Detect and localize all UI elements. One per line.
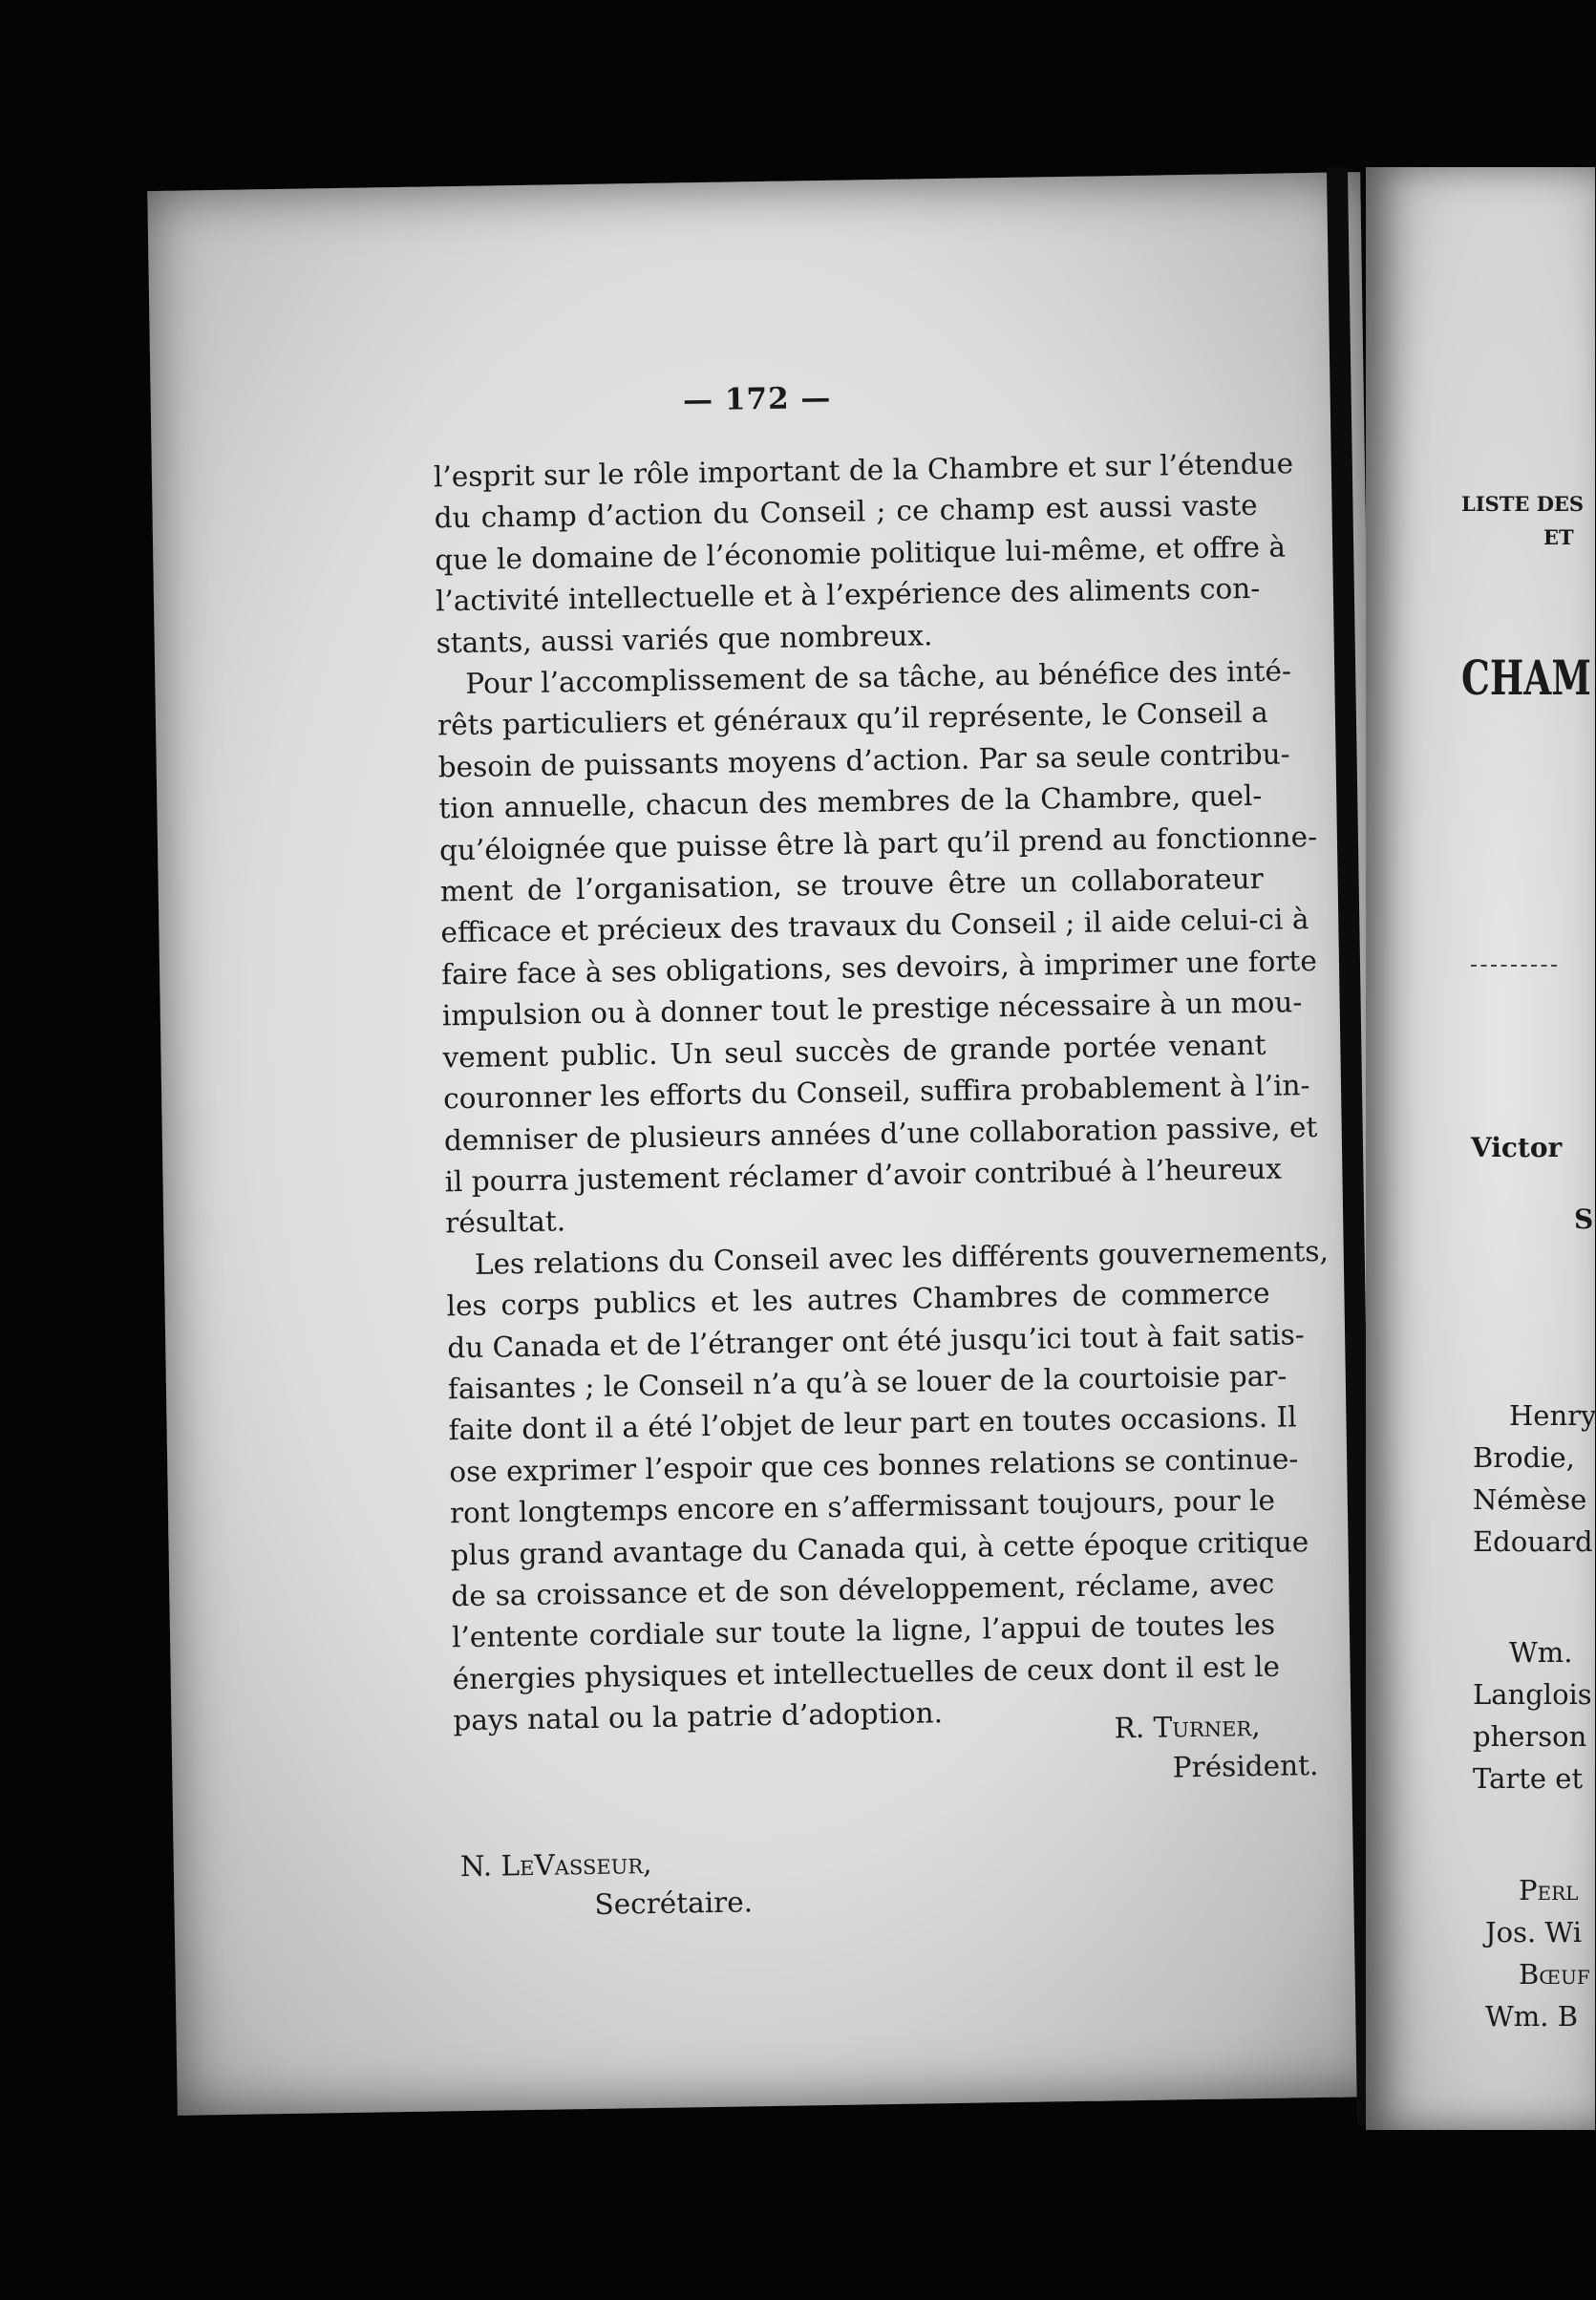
- text-line: l’entente cordiale sur toute la ligne, l’appui de toutes les: [451, 1608, 1276, 1654]
- right-page: [1366, 167, 1595, 2130]
- text-line: efficace et précieux des travaux du Conseil ; il aide celui-ci à: [440, 903, 1309, 949]
- president-signature: [1114, 1705, 1318, 1788]
- right-name: Perl: [1519, 1874, 1579, 1906]
- left-page: [147, 172, 1390, 2116]
- text-line: faite dont il a été l’objet de leur part en toutes occasions. Il: [448, 1400, 1297, 1447]
- text-line: l’activité intellectuelle et à l’expérience des aliments con-: [435, 572, 1261, 618]
- text-line: impulsion ou à donner tout le prestige nécessaire à un mou-: [441, 986, 1303, 1033]
- secretary-title: Secrétaire.: [594, 1885, 754, 1921]
- text-line: du Canada et de l’étranger ont été jusqu’ici tout à fait satis-: [447, 1317, 1305, 1364]
- text-line: stants, aussi variés que nombreux.: [436, 618, 933, 660]
- text-line: rêts particuliers et généraux qu’il représente, le Conseil a: [436, 696, 1268, 742]
- text-line: Les relations du Conseil avec les différents gouvernements,: [474, 1234, 1330, 1281]
- body-text: [433, 444, 1330, 1742]
- right-bold-letter: S: [1574, 1203, 1594, 1235]
- text-line: couronner les efforts du Conseil, suffira probablement à l’in-: [442, 1069, 1310, 1116]
- text-line: qu’éloignée que puisse être là part qu’il prend au fonctionne-: [438, 820, 1318, 867]
- text-line: demniser de plusieurs années d’une collaboration passive, et: [443, 1110, 1318, 1157]
- text-line: pays natal ou la patrie d’adoption.: [453, 1696, 944, 1737]
- right-name: Wm.: [1509, 1636, 1573, 1669]
- text-line: besoin de puissants moyens d’action. Par sa seule contribu-: [437, 737, 1290, 784]
- text-line: plus grand avantage du Canada qui, à cette époque critique: [450, 1524, 1309, 1571]
- right-name: Némèse: [1473, 1483, 1587, 1516]
- secretary-name: N. LeVasseur,: [459, 1847, 652, 1884]
- text-line: il pourra justement réclamer d’avoir contribué à l’heureux: [444, 1152, 1283, 1199]
- page-number: — 172 —: [682, 380, 832, 418]
- right-bold-name: Victor: [1471, 1132, 1563, 1163]
- text-line: l’esprit sur le rôle important de la Chambre et sur l’étendue: [433, 447, 1294, 494]
- secretary-signature: [460, 1842, 754, 1927]
- right-name: Edouard: [1473, 1525, 1593, 1558]
- text-line: vement public. Un seul succès de grande portée venant: [442, 1028, 1266, 1075]
- text-line: faire face à ses obligations, ses devoirs, à imprimer une forte: [440, 944, 1318, 991]
- right-name: Tarte et: [1473, 1762, 1584, 1795]
- text-line: de sa croissance et de son développement, réclame, avec: [451, 1566, 1275, 1613]
- text-line: résultat.: [444, 1204, 566, 1240]
- text-line: ment de l’organisation, se trouve être un collaborateur: [439, 862, 1264, 908]
- text-line: Pour l’accomplissement de sa tâche, au bénéfice des inté-: [465, 654, 1292, 700]
- right-heading-line2: ET: [1543, 525, 1574, 549]
- right-rule: [1471, 965, 1557, 967]
- text-line: tion annuelle, chacun des membres de la Chambre, quel-: [438, 779, 1263, 825]
- president-title: Président.: [1172, 1749, 1319, 1784]
- right-name: Henry: [1509, 1399, 1596, 1432]
- right-name: Bœuf: [1519, 1958, 1590, 1991]
- text-line: du champ d’action du Conseil ; ce champ est aussi vaste: [434, 489, 1258, 535]
- text-line: faisantes ; le Conseil n’a qu’à se louer de la courtoisie par-: [447, 1359, 1287, 1406]
- right-name: Wm. B: [1485, 2000, 1579, 2033]
- right-title: CHAM: [1461, 650, 1591, 706]
- right-name: Jos. Wi: [1485, 1916, 1582, 1949]
- text-line: énergies physiques et intellectuelles de ceux dont il est le: [452, 1650, 1281, 1696]
- right-name: Brodie,: [1473, 1441, 1575, 1474]
- president-name: R. Turner,: [1114, 1709, 1261, 1745]
- text-line: ront longtemps encore en s’affermissant toujours, pour le: [449, 1483, 1276, 1530]
- right-name: Langlois: [1473, 1678, 1592, 1711]
- text-line: ose exprimer l’espoir que ces bonnes relations se continue-: [449, 1442, 1299, 1489]
- text-line: les corps publics et les autres Chambres de commerce: [446, 1276, 1270, 1323]
- right-name: pherson: [1473, 1720, 1587, 1753]
- text-line: que le domaine de l’économie politique lui-même, et offre à: [435, 530, 1287, 577]
- right-heading-line1: LISTE DES: [1461, 492, 1585, 516]
